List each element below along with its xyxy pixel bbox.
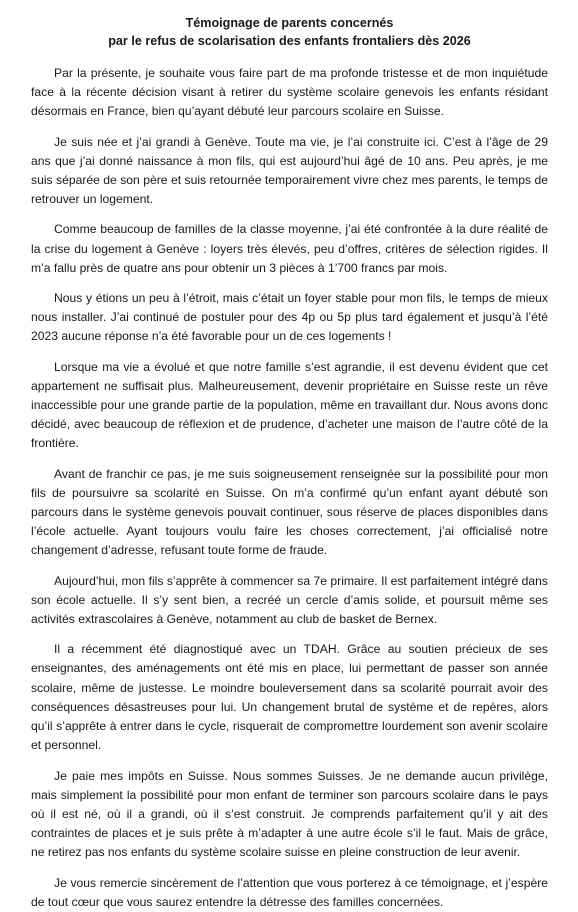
paragraph-adhd-diagnosis: Il a récemment été diagnostiqué avec un TDAH. Grâce au soutien précieux de ses enseignantes, des aménagements ont été mis en place, lui permettant de passer son année scolaire, même de justesse. Le moindre bouleversement dans sa scolarité pourrait avoir des conséquences désastreuses pour lui. Un changement brutal de système et de repères, alors qu’il s’apprête à entrer dans le cycle, risquerait de compromettre lourdement son avenir scolaire et personnel. [31, 642, 548, 753]
paragraph-housing-crisis: Comme beaucoup de familles de la classe moyenne, j’ai été confrontée à la dure réalité de la crise du logement à Genève : loyers très élevés, peu d’offres, critères de sélection rigides. Il m’a fallu près de quatre ans pour obtenir un 3 pièces à 1’700 francs par mois. [31, 222, 548, 275]
document-title [31, 14, 548, 50]
paragraph-introduction: Par la présente, je souhaite vous faire part de ma profonde tristesse et de mon inquiétude face à la récente décision visant à retirer du système scolaire genevois les enfants résidant désormais en France, bien qu’ayant débuté leur parcours scolaire en Suisse. [31, 66, 548, 119]
paragraph-current-situation: Aujourd’hui, mon fils s’apprête à commencer sa 7e primaire. Il est parfaitement intégré dans son école actuelle. Il s’y sent bien, a recréé un cercle d’amis solide, et poursuit même ses activités extrascolaires à Genève, notamment au club de basket de Bernex. [31, 573, 548, 627]
title-line-2: par le refus de scolarisation des enfants frontaliers dès 2026 [108, 34, 471, 48]
paragraph-apartment: Nous y étions un peu à l’étroit, mais c’était un foyer stable pour mon fils, le temps de mieux nous installer. J’ai continué de postuler pour des 4p ou 5p plus tard également et jusqu’à l’été 2023 aucune réponse n’a été favorable pour un de ces logements ! [31, 291, 548, 344]
paragraph-school-inquiry: Avant de franchir ce pas, je me suis soigneusement renseignée sur la possibilité pour mon fils de poursuivre sa scolarité en Suisse. On m’a confirmé qu’un enfant ayant débuté son parcours dans le système genevois pouvait continuer, sous réserve de places disponibles dans l’école actuelle. Ayant toujours voulu faire les choses correctement, j’ai officialisé notre changement d’adresse, refusant toute forme de fraude. [31, 466, 548, 558]
paragraph-background: Je suis née et j’ai grandi à Genève. Toute ma vie, je l’ai construite ici. C’est à l’âge de 29 ans que j’ai donné naissance à mon fils, qui est aujourd’hui âgé de 10 ans. Peu après, je me suis séparée de son père et suis retournée temporairement vivre chez mes parents, le temps de retrouver un logement. [31, 134, 548, 207]
title-line-1: Témoignage de parents concernés [185, 16, 394, 30]
paragraph-closing: Je vous remercie sincèrement de l’attention que vous porterez à ce témoignage, et j’espère de tout cœur que vous saurez entendre la détresse des familles concernées. [31, 875, 548, 909]
paragraph-moving-abroad: Lorsque ma vie a évolué et que notre famille s’est agrandie, il est devenu évident que cet appartement ne suffisait plus. Malheureusement, devenir propriétaire en Suisse reste un rêve inaccessible pour une grande partie de la population, même en travaillant dur. Nous avons donc décidé, avec beaucoup de réflexion et de prudence, d’acheter une maison de l’autre côté de la frontière. [31, 359, 548, 451]
paragraph-request: Je paie mes impôts en Suisse. Nous sommes Suisses. Je ne demande aucun privilège, mais simplement la possibilité pour mon enfant de terminer son parcours scolaire dans le pays où il est né, où il a grandi, où il s’est construit. Je comprends parfaitement qu’il y ait des contraintes de places et je suis prête à m’adapter à une autre école s’il le faut. Mais de grâce, ne retirez pas nos enfants du système scolaire suisse en pleine construction de leur avenir. [31, 768, 548, 860]
